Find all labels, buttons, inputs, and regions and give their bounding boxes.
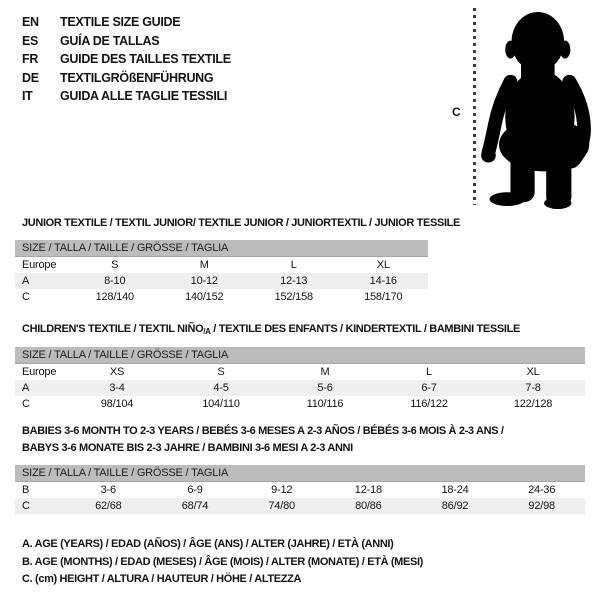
table-cell: 122/128: [513, 398, 553, 410]
table-cell: 6-7: [421, 382, 437, 394]
table-row: [15, 364, 585, 380]
row-label: C: [22, 398, 30, 410]
table-cell: 8-10: [104, 275, 126, 287]
table-cell: 74/80: [268, 500, 295, 512]
section-title: [22, 215, 460, 232]
language-code: ES: [22, 33, 39, 48]
table-row: [15, 396, 585, 412]
table-cell: M: [199, 259, 209, 271]
section-title-text: / TEXTILE DES ENFANTS / KINDERTEXTIL / BAMBINI TESSILE: [210, 323, 520, 335]
table-cell: 12-18: [354, 484, 382, 496]
language-label: GUIDE DES TAILLES TEXTILE: [60, 52, 231, 67]
table-cell: 3-4: [109, 382, 125, 394]
table-cell: 5-6: [317, 382, 333, 394]
table-cell: S: [217, 366, 225, 378]
size-header-bar: SIZE / TALLA / TAILLE / GRÖSSE / TAGLIA: [15, 347, 585, 364]
table-cell: 152/158: [274, 291, 313, 303]
table-cell: M: [320, 366, 330, 378]
table-cell: S: [111, 259, 119, 271]
table-cell: 68/74: [181, 500, 209, 512]
row-label: A: [22, 382, 30, 394]
language-code: IT: [22, 89, 33, 104]
language-code: FR: [22, 52, 39, 67]
language-line: [22, 87, 231, 106]
table-row: [15, 257, 428, 273]
table-cell: XL: [376, 259, 390, 271]
row-label: A: [22, 275, 30, 287]
table-cell: 12-13: [280, 275, 308, 287]
table-cell: 10-12: [190, 275, 218, 287]
table-cell: 128/140: [95, 291, 134, 303]
size-header-bar: SIZE / TALLA / TAILLE / GRÖSSE / TAGLIA: [15, 465, 585, 482]
table-cell: 3-6: [100, 484, 116, 496]
table-cell: 86/92: [441, 500, 469, 512]
row-label: Europe: [22, 366, 57, 378]
babies-size-table: [15, 465, 585, 514]
section-title-line: BABIES 3-6 MONTH TO 2-3 YEARS / BEBÉS 3-6 MESES A 2-3 AÑOS / BÉBÉS 3-6 MOIS À 2-3 ANS /: [22, 425, 504, 437]
table-cell: 116/122: [410, 398, 448, 410]
section-title: [22, 321, 520, 341]
table-cell: 62/68: [95, 500, 122, 512]
height-measure-label: C: [452, 105, 461, 119]
section-title-text: CHILDREN'S TEXTILE / TEXTIL NIÑO: [22, 323, 204, 335]
row-label: B: [22, 484, 30, 496]
table-cell: 110/116: [306, 398, 344, 410]
section-title-subscript: /A: [203, 327, 211, 336]
language-code: DE: [22, 70, 39, 85]
language-line: [22, 32, 231, 51]
language-line: [22, 50, 231, 69]
table-cell: 92/98: [528, 500, 555, 512]
table-cell: 18-24: [441, 484, 469, 496]
children-size-table: [15, 347, 585, 412]
table-cell: 4-5: [213, 382, 229, 394]
language-code: EN: [22, 15, 39, 29]
table-cell: 98/104: [100, 398, 134, 410]
table-row: [15, 498, 585, 514]
table-cell: 6-9: [187, 484, 203, 496]
table-cell: XS: [109, 366, 125, 378]
table-row: [15, 380, 585, 396]
size-header-bar: SIZE / TALLA / TAILLE / GRÖSSE / TAGLIA: [15, 240, 428, 257]
section-title-line: JUNIOR TEXTILE / TEXTIL JUNIOR/ TEXTILE JUNIOR / JUNIORTEXTIL / JUNIOR TESSILE: [22, 217, 461, 229]
table-cell: XL: [526, 366, 540, 378]
table-cell: 24-36: [528, 484, 556, 496]
height-measure-dotted-line: [473, 8, 476, 205]
table-cell: 158/170: [364, 291, 403, 303]
junior-size-table: [15, 240, 428, 305]
baby-silhouette-icon: [479, 6, 600, 212]
legend-line-c: C. (cm) HEIGHT / ALTURA / HAUTEUR / HÖHE / ALTEZZA: [22, 573, 302, 585]
language-label: GUÍA DE TALLAS: [60, 33, 160, 48]
language-list: [22, 13, 231, 106]
table-cell: 80/86: [355, 500, 382, 512]
language-line: [22, 69, 231, 88]
table-row: [15, 482, 585, 498]
table-cell: L: [290, 259, 297, 271]
legend-line-a: A. AGE (YEARS) / EDAD (AÑOS) / ÂGE (ANS) / ALTER (JAHRE) / ETÀ (ANNI): [22, 538, 394, 550]
language-label: GUIDA ALLE TAGLIE TESSILI: [60, 89, 228, 104]
table-cell: L: [426, 366, 432, 378]
table-cell: 7-8: [525, 382, 541, 394]
section-title: [22, 423, 504, 456]
row-label: Europe: [22, 259, 57, 271]
language-label: TEXTILE SIZE GUIDE: [60, 15, 181, 29]
language-line: [22, 13, 231, 32]
table-cell: 14-16: [369, 275, 397, 287]
row-label: C: [22, 291, 30, 303]
table-cell: 140/152: [185, 291, 224, 303]
table-cell: 104/110: [202, 398, 240, 410]
legend: [22, 536, 423, 589]
legend-line-b: B. AGE (MONTHS) / EDAD (MESES) / ÂGE (MOIS) / ALTER (MONATE) / ETÀ (MESI): [22, 555, 423, 568]
language-label: TEXTILGRÖßENFÜHRUNG: [60, 70, 214, 85]
table-row: [15, 289, 428, 305]
table-cell: 9-12: [271, 484, 293, 496]
row-label: C: [22, 500, 30, 512]
table-row: [15, 273, 428, 289]
section-title-line: BABYS 3-6 MONATE BIS 2-3 JAHRE / BAMBINI 3-6 MESI A 2-3 ANNI: [22, 441, 353, 454]
